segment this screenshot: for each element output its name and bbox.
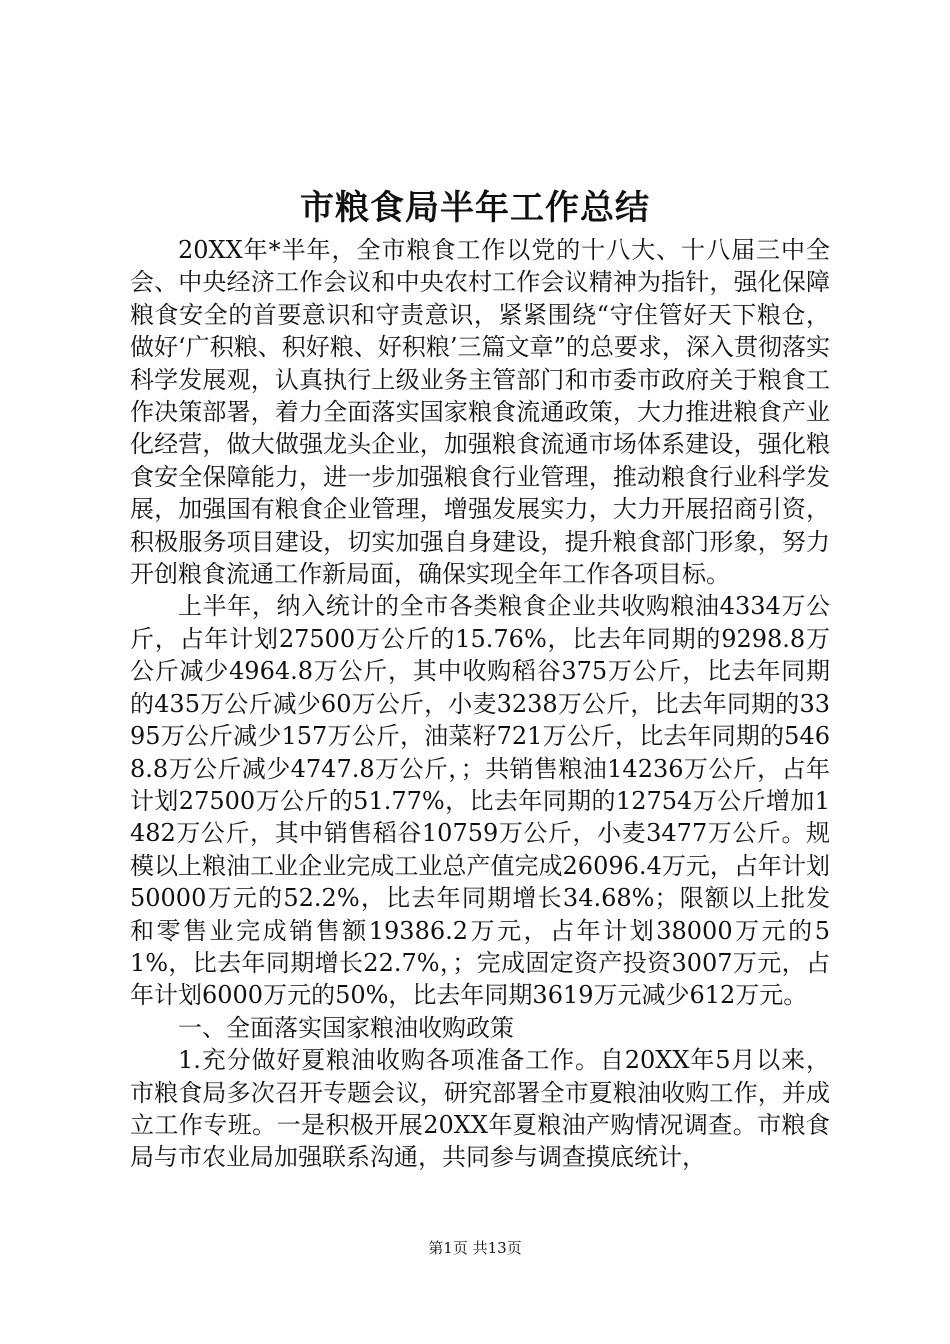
document-title: 市粮食局半年工作总结	[300, 188, 650, 228]
paragraph-item-1: 1.充分做好夏粮油收购各项准备工作。自20XX年5月以来，市粮食局多次召开专题会议，研究部署全市夏粮油收购工作，并成立工作专班。一是积极开展20XX年夏粮油产购情况调查。市粮食局与市农业局加强联系沟通，共同参与调查摸底统计，	[130, 1046, 830, 1172]
document-body	[130, 234, 830, 1174]
page-number-footer: 第1页 共13页	[428, 1239, 522, 1257]
paragraph-statistics: 上半年，纳入统计的全市各类粮食企业共收购粮油4334万公斤，占年计划27500万公斤的15.76%，比去年同期的9298.8万公斤减少4964.8万公斤，其中收购稻谷375万公斤，比去年同期的435万公斤减少60万公斤，小麦3238万公斤，比去年同期的3395万公斤减少157万公斤，油菜籽721万公斤，比去年同期的5468.8万公斤减少4747.8万公斤，；共销售粮油14236万公斤，占年计划27500万公斤的51.77%，比去年同期的12754万公斤增加1482万公斤，其中销售稻谷10759万公斤，小麦3477万公斤。规模以上粮油工业企业完成工业总产值完成26096.4万元，占年计划50000万元的52.2%，比去年同期增长34.68%；限额以上批发和零售业完成销售额19386.2万元，占年计划38000万元的51%，比去年同期增长22.7%，；完成固定资产投资3007万元，占年计划6000万元的50%，比去年同期3619万元减少612万元。	[130, 592, 830, 1010]
section-heading: 一、全面落实国家粮油收购政策	[178, 1013, 514, 1042]
paragraph-intro: 20XX年*半年，全市粮食工作以党的十八大、十八届三中全会、中央经济工作会议和中央农村工作会议精神为指针，强化保障粮食安全的首要意识和守责意识，紧紧围绕“守住管好天下粮仓，做好‘广积粮、积好粮、好积粮’三篇文章”的总要求，深入贯彻落实科学发展观，认真执行上级业务主管部门和市委市政府关于粮食工作决策部署，着力全面落实国家粮食流通政策，大力推进粮食产业化经营，做大做强龙头企业，加强粮食流通市场体系建设，强化粮食安全保障能力，进一步加强粮食行业管理，推动粮食行业科学发展，加强国有粮食企业管理，增强发展实力，大力开展招商引资，积极服务项目建设，切实加强自身建设，提升粮食部门形象，努力开创粮食流通工作新局面，确保实现全年工作各项目标。	[130, 236, 830, 589]
